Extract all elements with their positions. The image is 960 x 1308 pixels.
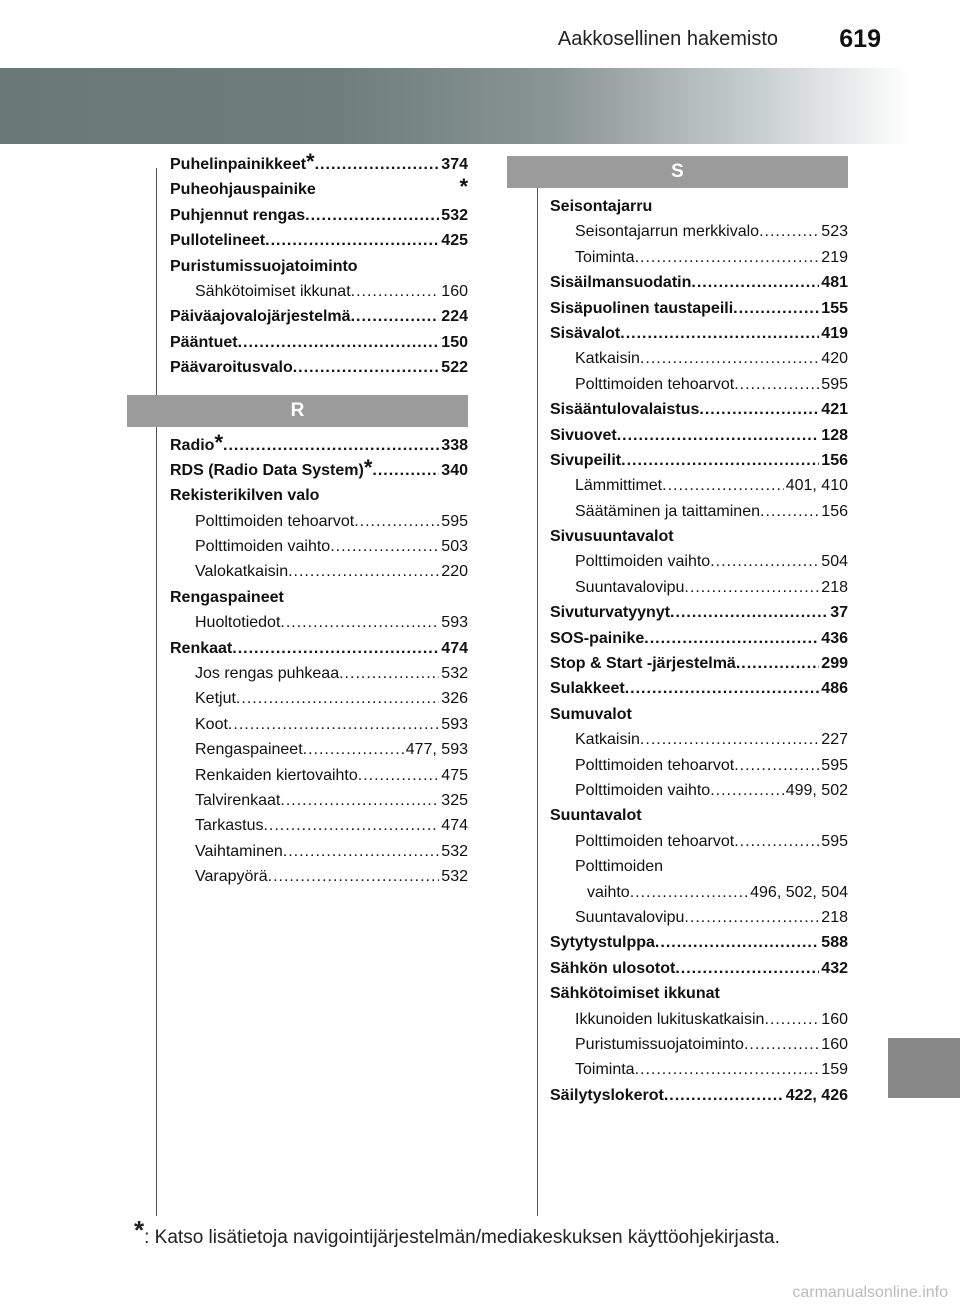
index-entry [158,737,468,762]
index-entry [538,473,848,498]
dot-leader [283,839,440,864]
dot-leader [238,330,440,355]
dot-leader [640,727,819,752]
index-entry-page: 220 [441,563,468,581]
dot-leader [710,778,784,803]
dot-leader [734,372,819,397]
dot-leader [288,559,439,584]
dot-leader [734,829,819,854]
index-entry-page: 486 [821,680,848,698]
dot-leader [733,296,819,321]
dot-leader [223,433,439,458]
index-entry: Puheohjauspainike * [158,177,468,202]
index-entry-page: 503 [441,538,468,556]
index-list-p [158,152,468,381]
index-entry [158,534,468,559]
dot-leader [684,575,819,600]
index-entry-term: Puristumissuojatoiminto [575,1035,744,1053]
index-entry-page: 436 [821,629,848,647]
index-entry-term: Polttimoiden tehoarvot [575,832,735,850]
index-entry [158,330,468,355]
dot-leader [710,549,819,574]
index-entry [158,585,468,610]
dot-leader [640,346,819,371]
dot-leader [664,1083,784,1108]
dot-leader [621,448,819,473]
index-entry-page: 128 [821,426,848,444]
dot-leader [644,626,819,651]
index-entry-page: 156 [821,451,848,469]
dot-leader [630,880,748,905]
index-entry-page: 593 [441,715,468,733]
index-entry-term: Sytytystulppa [550,934,655,952]
dot-leader [236,686,439,711]
section-header-r: R [127,395,468,427]
dot-leader [699,397,819,422]
index-entry-term: Säätäminen ja taittaminen [575,502,760,520]
index-entry-term: Polttimoiden [575,858,664,876]
index-entry-term: Sisäilmansuodatin [550,274,692,292]
dot-leader [372,458,439,483]
footnote [134,1215,780,1249]
dot-leader [655,930,819,955]
index-entry-page: 419 [821,324,848,342]
dot-leader [265,228,439,253]
dot-leader [351,279,440,304]
index-entry-page: 432 [821,959,848,977]
index-entry-term: Sivuturvatyynyt [550,604,671,622]
index-entry [538,1007,848,1032]
index-entry-page: 475 [441,766,468,784]
index-entry-page: 218 [821,908,848,926]
index-entry-term: Suuntavalot [550,807,642,825]
index-entry-term: Seisontajarrun merkkivalo [575,223,760,241]
dot-leader [263,813,439,838]
index-entry [158,254,468,279]
left-index-column [158,152,468,890]
index-entry-term: Huoltotiedot [195,614,281,632]
index-entry-term: Puheohjauspainike [170,181,316,199]
footnote-text: : Katso lisätietoja navigointijärjestelmän/mediakeskuksen käyttöohjekirjasta. [144,1227,780,1248]
index-entry-term: Renkaiden kiertovaihto [195,766,358,784]
index-entry [538,854,848,879]
dot-leader [617,423,820,448]
index-entry-term: Lämmittimet [575,477,663,495]
index-entry [538,372,848,397]
index-entry-page: 150 [441,333,468,351]
index-entry [538,499,848,524]
index-entry [158,355,468,380]
index-entry-term: Sivupeilit [550,451,622,469]
index-entry-term: Radio [170,436,215,454]
index-entry-page: 326 [441,690,468,708]
index-entry [538,270,848,295]
index-entry-term: Sulakkeet [550,680,625,698]
section-header-s: S [507,156,848,188]
index-entry: RDS (Radio Data System) * ..... 340 [158,458,468,483]
dot-leader [759,219,819,244]
index-entry-term: Vaihtaminen [195,842,283,860]
index-entry [158,483,468,508]
index-entry-term: Pääntuet [170,333,238,351]
index-entry [538,194,848,219]
index-entry [538,524,848,549]
index-entry [158,686,468,711]
index-entry-page: 155 [821,299,848,317]
index-entry-page: 37 [830,604,848,622]
dot-leader [675,956,819,981]
index-entry-page: 481 [821,274,848,292]
index-entry [158,304,468,329]
index-entry [158,203,468,228]
index-entry [538,296,848,321]
index-entry-term: Seisontajarru [550,198,653,215]
dot-leader [764,1007,819,1032]
index-entry-page: 504 [821,553,848,571]
dot-leader [228,712,439,737]
index-entry-term: Katkaisin [575,731,640,749]
dot-leader [670,600,828,625]
index-list-s [538,194,848,1108]
index-entry-term: Sähkötoimiset ikkunat [550,985,720,1003]
index-entry-term: Polttimoiden tehoarvot [195,512,355,530]
index-entry [538,905,848,930]
index-entry [158,763,468,788]
dot-leader [339,661,439,686]
index-entry-page: 160 [441,282,468,300]
index-entry-term: RDS (Radio Data System) [170,461,364,479]
page-number: 619 [839,25,881,53]
index-entry-term: Valokatkaisin [195,563,289,581]
index-entry [538,448,848,473]
index-entry [538,245,848,270]
index-entry [538,219,848,244]
index-entry-page: 219 [821,248,848,266]
index-entry [158,279,468,304]
index-entry [538,981,848,1006]
dot-leader [620,321,819,346]
index-entry [538,397,848,422]
index-entry [158,509,468,534]
dot-leader [635,1057,820,1082]
index-entry-term: Koot [195,715,228,733]
index-entry-term: Rekisterikilven valo [170,487,320,505]
index-entry-page: 160 [821,1035,848,1053]
index-entry-page: 523 [821,223,848,241]
index-entry-term: Varapyörä [195,868,268,886]
index-entry [538,753,848,778]
index-entry-term: Sivusuuntavalot [550,528,674,546]
index-entry-term: Puhelinpainikkeet [170,156,307,173]
index-entry-page: 595 [441,512,468,530]
index-entry-page: 595 [821,832,848,850]
index-entry-term: Ketjut [195,690,236,708]
index-entry-term: Suuntavalovipu [575,908,685,926]
index-entry-page: 588 [821,934,848,952]
index-entry [538,1057,848,1082]
index-entry [538,727,848,752]
index-entry [538,702,848,727]
index-entry-term: Ikkunoiden lukituskatkaisin [575,1010,765,1028]
index-entry [538,1083,848,1108]
dot-leader [760,499,819,524]
index-entry-page: 522 [441,359,468,377]
index-entry-page: 325 [441,791,468,809]
index-entry-page: 338 [441,436,468,454]
index-entry [538,829,848,854]
watermark: carmanualsonline.info [792,1284,948,1301]
index-entry-term: Katkaisin [575,350,640,368]
index-entry-term: Suuntavalovipu [575,578,685,596]
index-entry-term: Rengaspaineet [170,588,284,606]
index-entry [538,651,848,676]
index-entry [158,636,468,661]
index-entry-page: 374 [441,156,468,173]
index-entry-term: Rengaspaineet [195,741,303,759]
index-entry-term: Sumuvalot [550,705,632,723]
index-entry [158,788,468,813]
dot-leader [268,864,440,889]
index-entry [538,423,848,448]
dot-leader [303,737,404,762]
dot-leader [293,355,440,380]
index-entry-page: 160 [821,1010,848,1028]
index-entry [158,864,468,889]
index-entry-page: 595 [821,375,848,393]
index-entry-page: 156 [821,502,848,520]
section-thumb-tab [888,1038,960,1098]
index-entry [538,626,848,651]
dot-leader [330,534,439,559]
dot-leader [684,905,819,930]
index-entry-term: Puristumissuojatoiminto [170,257,358,275]
index-entry [538,676,848,701]
index-entry-term: Sähkötoimiset ikkunat [195,282,351,300]
left-column-rule [156,168,157,1216]
dot-leader [232,636,439,661]
index-entry-page: 595 [821,756,848,774]
running-header-title: Aakkosellinen hakemisto [557,28,778,50]
index-entry-term: Polttimoiden vaihto [195,538,331,556]
dot-leader [358,763,440,788]
index-entry [158,661,468,686]
index-entry-term: Polttimoiden tehoarvot [575,756,735,774]
index-entry [538,321,848,346]
dot-leader [744,1032,819,1057]
dot-leader [734,753,819,778]
index-entry [158,839,468,864]
index-entry-term: Stop & Start -järjestelmä [550,655,736,673]
index-entry-term: Polttimoiden vaihto [575,781,711,799]
index-entry-term: Sisävalot [550,324,621,342]
index-entry [538,1032,848,1057]
index-entry-page: 420 [821,350,848,368]
index-entry [538,549,848,574]
dot-leader [625,676,820,701]
index-entry-page: 532 [441,665,468,683]
index-entry [158,228,468,253]
index-entry-page: 218 [821,578,848,596]
index-entry-term: Säilytyslokerot [550,1086,664,1104]
index-entry [538,575,848,600]
index-entry: Radio * ..... 338 [158,433,468,458]
index-entry-term: Puhjennut rengas [170,206,306,224]
dot-leader [315,152,440,177]
index-entry-term: Päiväajovalojärjestelmä [170,308,351,326]
index-entry-page: 425 [441,232,468,250]
dot-leader [662,473,784,498]
index-entry-term: Sisäpuolinen taustapeili [550,299,734,317]
index-entry [158,610,468,635]
index-entry-page: 159 [821,1061,848,1079]
index-entry-page: 532 [441,842,468,860]
index-entry-term: vaihto [587,883,630,901]
index-entry-term: Toiminta [575,248,635,266]
index-entry [538,880,848,905]
index-entry-page: 496, 502, 504 [750,883,848,901]
index-entry: Puhelinpainikkeet * ..... 374 [158,152,468,177]
index-entry [538,778,848,803]
index-entry-term: Sähkön ulosotot [550,959,676,977]
index-entry [158,559,468,584]
index-entry-page: 593 [441,614,468,632]
index-entry-page: 474 [441,639,468,657]
index-entry-term: Sisääntulovalaistus [550,401,700,419]
index-entry-page: 532 [441,868,468,886]
index-entry-term: Polttimoiden vaihto [575,553,711,571]
index-entry [158,712,468,737]
index-entry-term: Pullotelineet [170,232,266,250]
index-entry-page: 477, 593 [405,741,468,759]
dot-leader [354,509,439,534]
dot-leader [280,788,439,813]
dot-leader [635,245,820,270]
dot-leader [691,270,819,295]
dot-leader [736,651,819,676]
index-entry-term: Tarkastus [195,817,264,835]
index-entry-page: 340 [441,461,468,479]
index-entry-term: Päävaroitusvalo [170,359,293,377]
index-list-r [158,433,468,890]
header-banner [0,68,960,144]
dot-leader [280,610,439,635]
index-entry-term: Sivuovet [550,426,617,444]
index-entry-page: 224 [441,308,468,326]
index-entry-term: Renkaat [170,639,233,657]
index-entry [538,600,848,625]
index-entry-term: SOS-painike [550,629,645,647]
index-entry [538,803,848,828]
index-entry-page: 299 [821,655,848,673]
dot-leader [305,203,439,228]
footnote-star: * [134,1215,145,1245]
index-entry-page: 421 [821,401,848,419]
index-entry-page: 401, 410 [785,477,848,495]
index-entry [538,956,848,981]
index-entry [538,346,848,371]
index-entry-term: Talvirenkaat [195,791,281,809]
dot-leader [351,304,440,329]
index-entry [538,930,848,955]
index-entry-page: 227 [821,731,848,749]
index-entry-page: 474 [441,817,468,835]
index-entry-page: 499, 502 [785,781,848,799]
index-entry [158,813,468,838]
index-entry-term: Toiminta [575,1061,635,1079]
index-entry-page: 422, 426 [785,1086,848,1104]
right-index-column [538,156,848,1108]
index-entry-term: Jos rengas puhkeaa [195,665,340,683]
index-entry-term: Polttimoiden tehoarvot [575,375,735,393]
index-entry-page: 532 [441,206,468,224]
